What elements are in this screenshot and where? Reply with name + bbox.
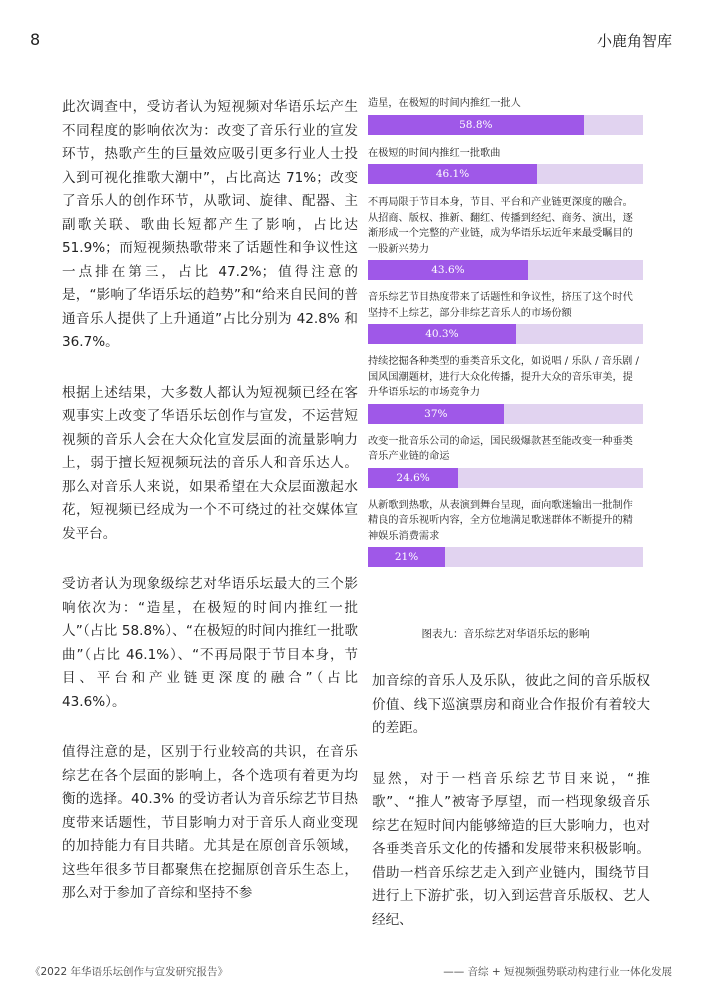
left-column: [62, 96, 358, 933]
chart-bar-item: [368, 290, 643, 344]
bar-category-label: 持续挖掘各种类型的垂类音乐文化，如说唱 / 乐队 / 音乐剧 / 国风国潮题材，进行大众化传播，提升大众的音乐审美，提升华语乐坛的市场竞争力: [368, 356, 639, 398]
chart-bar-item: [368, 434, 643, 488]
paragraph-price-gap: 加音综的音乐人及乐队，彼此之间的音乐版权价值、线下巡演票房和商业合作报价有着较大的差距。: [372, 673, 650, 736]
bar-track: [368, 468, 643, 488]
bar-value-label: 24.6%: [396, 471, 430, 484]
paragraph-industry-chain: 显然，对于一档音乐综艺节目来说，“推歌”、“推人”被寄予厚望，而一档现象级音乐综艺在短时间内能够缔造的巨大影响力，也对各垂类音乐文化的传播和发展带来积极影响。借助一档音乐综艺走入到产业链内，围绕节目进行上下游扩张，切入到运营音乐版权、艺人经纪、: [372, 770, 650, 928]
bar-value-label: 43.6%: [431, 264, 465, 276]
bar-track: [368, 324, 643, 344]
bar-value-label: 40.3%: [425, 328, 459, 340]
impact-bar-chart: [368, 96, 643, 567]
bar-track: [368, 547, 643, 567]
right-column-text: [372, 670, 650, 959]
bar-category-label: 音乐综艺节目热度带来了话题性和争议性，挤压了这个时代坚持不上综艺，部分非综艺音乐人的市场份额: [368, 292, 633, 319]
paragraph-variety-impact: 受访者认为现象级综艺对华语乐坛最大的三个影响依次为：“造星，在极短的时间内推红一批人”（占比 58.8%）、“在极短的时间内推红一批歌曲”（占比 46.1%）、“不再局限于节目本身，节目、平台和产业链更深度的融合”（占比 43.6%）。: [62, 576, 358, 710]
bar-value-label: 58.8%: [459, 118, 493, 131]
bar-track: [368, 164, 643, 184]
footer-report-title: 《2022 年华语乐坛创作与宣发研究报告》: [30, 966, 229, 978]
bar-category-label: 改变一批音乐公司的命运，国民级爆款甚至能改变一种垂类音乐产业链的命运: [368, 435, 633, 462]
footer-section-title: —— 音综 + 短视频强势联动构建行业一体化发展: [443, 966, 672, 978]
bar-category-label: 造星，在极短的时间内推红一批人: [368, 98, 521, 109]
chart-bar-item: [368, 354, 643, 424]
bar-value-label: 37%: [424, 407, 448, 420]
paragraph-survey-results: 此次调查中，受访者认为短视频对华语乐坛产生不同程度的影响依次为：改变了音乐行业的宣发环节，热歌产生的巨量效应吸引更多行业人士投入到可视化推歌大潮中”，占比高达 71%；改变了音乐人的创作环节，从歌词、旋律、配器、主副歌关联、歌曲长短都产生了影响，占比达 51.9%；而短视频热歌带来了话题性和争议性这一点排在第三，占比 47.2%；值得注意的是，“影响了华语乐坛的趋势”和“给来自民间的普通音乐人提供了上升通道”占比分别为 42.8% 和 36.7%。: [62, 99, 358, 350]
bar-track: [368, 115, 643, 135]
brand-name: 小鹿角智库: [596, 32, 672, 50]
chart-bar-item: [368, 498, 643, 568]
paragraph-conclusion: 根据上述结果，大多数人都认为短视频已经在客观事实上改变了华语乐坛创作与宣发，不运营短视频的音乐人会在大众化宣发层面的流量影响力上，弱于擅长短视频玩法的音乐人和音乐达人。那么对音乐人来说，如果希望在大众层面激起水花，短视频已经成为一个不可绕过的社交媒体宣发平台。: [62, 384, 358, 542]
bar-track: [368, 404, 643, 424]
paragraph-balanced-choice: 值得注意的是，区别于行业较高的共识，在音乐综艺在各个层面的影响上，各个选项有着更为均衡的选择。40.3% 的受访者认为音乐综艺节目热度带来话题性，节目影响力对于音乐人商业变现的加持能力有目共睹。尤其是在原创音乐领域，这些年很多节目都聚焦在挖掘原创音乐生态上，那么对于参加了音综和坚持不参: [62, 744, 358, 901]
chart-bar-item: [368, 96, 643, 135]
bar-category-label: 在极短的时间内推红一批歌曲: [368, 147, 501, 159]
bar-value-label: 21%: [394, 551, 419, 563]
bar-value-label: 46.1%: [435, 168, 470, 180]
bar-category-label: 从新歌到热歌，从表演到舞台呈现，面向歌迷输出一批制作精良的音乐视听内容，全方位地满足歌迷群体不断提升的精神娱乐消费需求: [368, 499, 633, 542]
bar-track: [368, 260, 643, 280]
chart-bar-item: [368, 146, 643, 185]
page-number: 8: [30, 30, 41, 49]
chart-bar-item: [368, 195, 643, 280]
chart-caption: 图表九：音乐综艺对华语乐坛的影响: [421, 628, 590, 640]
bar-category-label: 不再局限于节目本身，节目、平台和产业链更深度的融合。从招商、版权、推新、翻红、传播到经纪、商务、演出，逐渐形成一个完整的产业链，成为华语乐坛近年来最受瞩目的一股新兴势力: [368, 197, 633, 255]
